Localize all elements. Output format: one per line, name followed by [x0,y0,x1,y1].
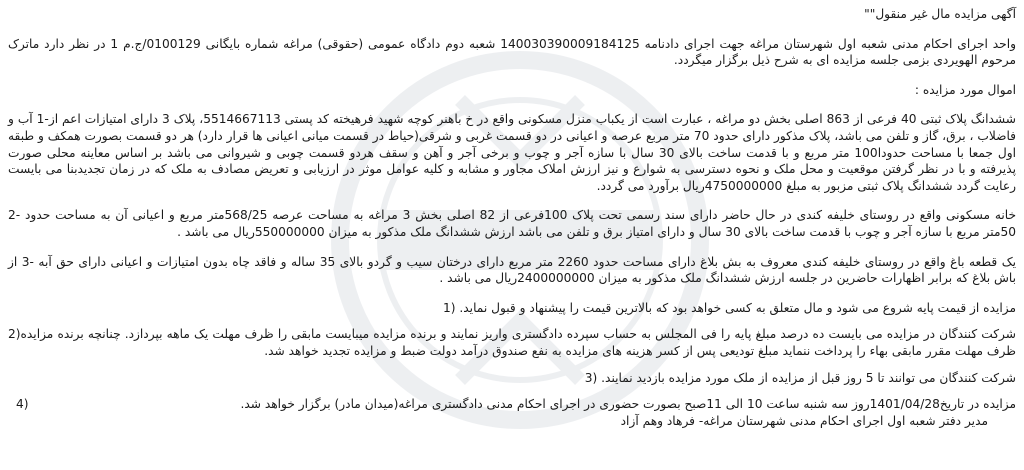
property-item-3: یک قطعه باغ واقع در روستای خلیفه کندی معروف به بش بلاغ دارای مساحت حدود 2260 متر مربع دارای درختان سیب و گردو بالای 35 ساله و فاقد چاه بدون امتیازات و اعیانی دارای حق آبه -3 از باش بلاغ که برابر اظهارات حاضرین در جلسه ارزش ششدانگ ملک مذکور به میزان 2400000000ریال می باشد . [8,254,1017,286]
property-item-2: خانه مسکونی واقع در روستای خلیفه کندی در حال حاضر دارای سند رسمی تحت پلاک 100فرعی از 82 اصلی بخش 3 مراغه به مساحت عرصه 568/25متر مربع و اعیانی آن به مساحت حدود -2 50متر مربع با سازه آجر و چوب با قدمت ساخت بالای 30 سال و دارای امتیاز برق و تلفن می باشد ارزش ششدانگ ملک مذکور به میزان 550000000ریال می باشد . [8,208,1016,239]
condition-4 [8,396,1016,413]
notice-title: آگهی مزایده مال غیر منقول"" [864,7,1016,21]
signature-line: مدیر دفتر شعبه اول اجرای احکام مدنی شهرستان مراغه- فرهاد وهم آزاد [620,413,988,428]
condition-4-text: مزایده در تاریخ1401/04/28روز سه شنبه ساعت 10 الی 11صبح بصورت حضوری در اجرای احکام مدنی دادگستری مراغه(میدان مادر) برگزار خواهد شد. [240,397,1016,412]
condition-4-number: (4 [16,397,29,412]
condition-3: شرکت کنندگان می توانند تا 5 روز قبل از مزایده از ملک مورد مزایده بازدید نمایند. (3 [584,370,1016,385]
condition-2: شرکت کنندگان در مزایده می بایست ده درصد مبلغ پایه را فی المجلس به حساب سپرده دادگستری واریز نمایند و برنده مزایده میبایست مابقی را ظرف مهلت یک ماهه بپردازد. چنانچه برنده مزایده(2 ظرف مهلت مقرر مابقی بهاء را پرداخت ننماید مبلغ تودیعی پس از کسر هزینه های مزایده به نفع صندوق درآمد دولت ضبط و مزایده تجدید خواهد شد. [8,327,1016,358]
notice-intro: واحد اجرای احکام مدنی شعبه اول شهرستان مراغه جهت اجرای دادنامه 140030390009184125 شعبه دوم دادگاه عمومی (حقوقی) مراغه شماره بایگانی 0100129/ج.م 1 در نظر دارد ماترک مرحوم الهویردی بزمی جلسه مزایده ای به شرح ذیل برگزار میگردد. [8,36,1016,68]
condition-1: مزایده از قیمت پایه شروع می شود و مال متعلق به کسی خواهد بود که بالاترین قیمت را پیشنهاد و قبول نماید. (1 [443,300,1016,315]
property-list-label: اموال مورد مزایده : [914,82,1016,97]
property-item-1: ششدانگ پلاک ثبتی 40 فرعی از 863 اصلی بخش دو مراغه ، عبارت است از یکباب منزل مسکونی واقع در خ باهنر کوچه شهید فرهیخته کد پستی 5514667113، پلاک 3 دارای امتیازات اعم از-1 آب و فاضلاب ، برق، گاز و تلفن می باشد، پلاک مذکور دارای حدود 70 متر مربع عرصه و اعیانی در دو قسمت غربی و شرقی(حیاط در قسمت میانی اعیانی ها قرار دارد) هر دو قسمت بصورت همکف و طبقه اول جمعا با مساحت حدودا100 متر مربع و با قدمت ساخت بالای 30 سال با سازه آجر و چوب و برخی آجر و آهن و سقف هردو قسمت چوبی و شیروانی می باشد بر اساس معاینه محلی صورت پذیرفته و با در نظر گرفتن موقعیت و محل ملک و نحوه دسترسی به شوارع و نیز ارزش املاک مجاور و مشابه و کلیه عوامل موثر در ارزیابی و تعریض مصادف به ملک که در زمان تجدیدبنا می بایست رعایت گردد ششدانگ پلاک ثبتی مزبور به مبلغ 4750000000ریال برآورد می گردد. [8,112,1017,193]
